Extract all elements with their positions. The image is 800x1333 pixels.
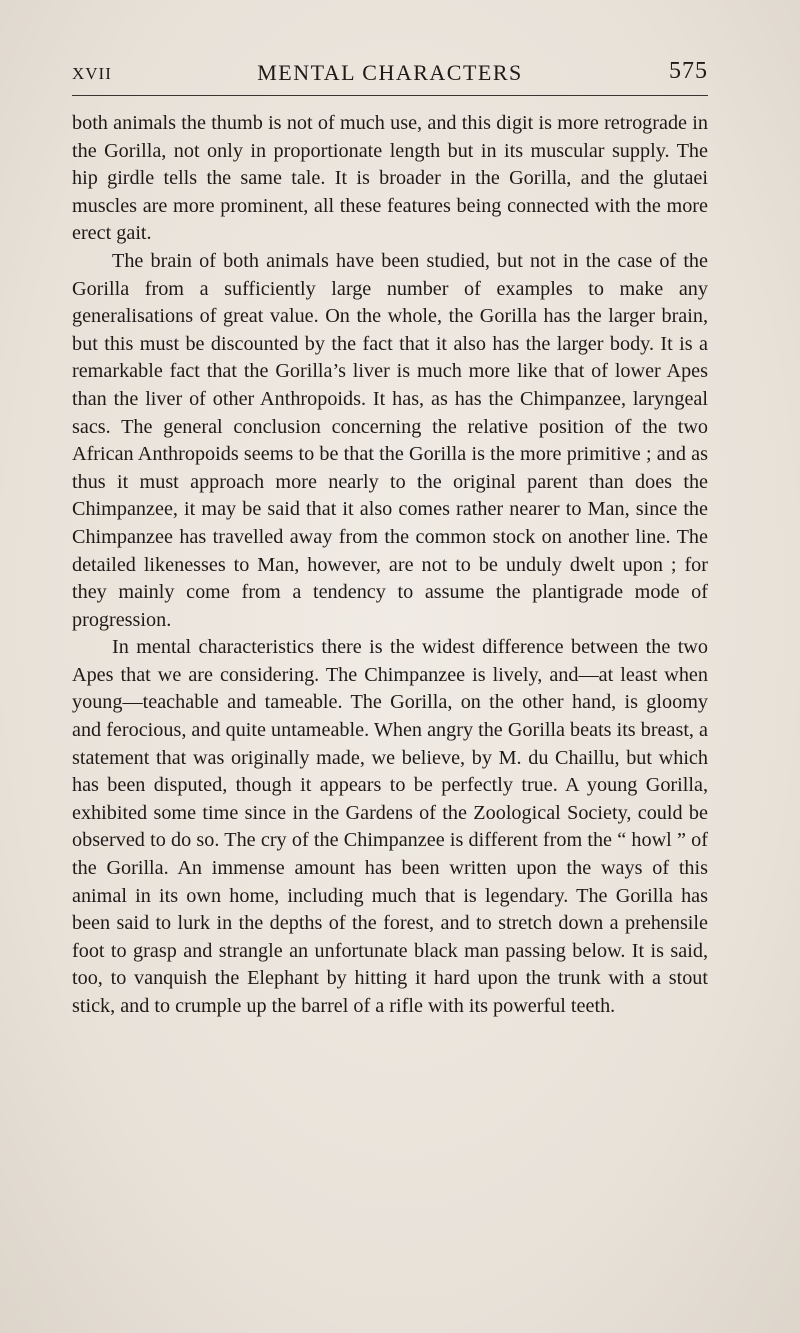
header-rule (72, 95, 708, 96)
paragraph-brain: The brain of both animals have been studied, but not in the case of the Gorilla from a sufficiently large number of examples to make any generalisations of great value. On the whole, the Gorilla has the larger brain, but this must be discounted by the fact that it also has the larger body. It is a remarkable fact that the Gorilla’s liver is much more like that of lower Apes than the liver of other Anthropoids. It has, as has the Chimpanzee, laryngeal sacs. The general conclusion concerning the relative position of the two African Anthropoids seems to be that the Gorilla is the more primitive ; and as thus it must approach more nearly to the original parent than does the Chimpanzee, it may be said that it also comes rather nearer to Man, since the Chimpanzee has travelled away from the common stock on another line. The detailed likenesses to Man, however, are not to be unduly dwelt upon ; for they mainly come from a tendency to assume the plantigrade mode of progression. (72, 249, 708, 631)
body-text (72, 110, 708, 1021)
running-head (72, 58, 708, 88)
page-number: 575 (669, 58, 708, 84)
chapter-number: XVII (72, 64, 112, 83)
paragraph-continued: both animals the thumb is not of much use, and this digit is more retrograde in the Gorilla, not only in proportionate length but in its muscular supply. The hip girdle tells the same tale. It is broader in the Gorilla, and the glutaei muscles are more prominent, all these features being connected with the more erect gait. (72, 112, 708, 245)
paragraph-mental-characteristics: In mental characteristics there is the widest difference between the two Apes that we are considering. The Chimpanzee is lively, and—at least when young—teachable and tameable. The Gorilla, on the other hand, is gloomy and ferocious, and quite untameable. When angry the Gorilla beats its breast, a statement that was originally made, we believe, by M. du Chaillu, but which has been disputed, though it appears to be perfectly true. A young Gorilla, exhibited some time since in the Gardens of the Zoological Society, could be observed to do so. The cry of the Chimpanzee is different from the “ howl ” of the Gorilla. An immense amount has been written upon the ways of this animal in its own home, including much that is legendary. The Gorilla has been said to lurk in the depths of the forest, and to stretch down a prehensile foot to grasp and strangle an unfortunate black man passing below. It is said, too, to vanquish the Elephant by hitting it hard upon the trunk with a stout stick, and to crumple up the barrel of a rifle with its powerful teeth. (72, 636, 708, 1017)
running-title: MENTAL CHARACTERS (257, 60, 523, 85)
